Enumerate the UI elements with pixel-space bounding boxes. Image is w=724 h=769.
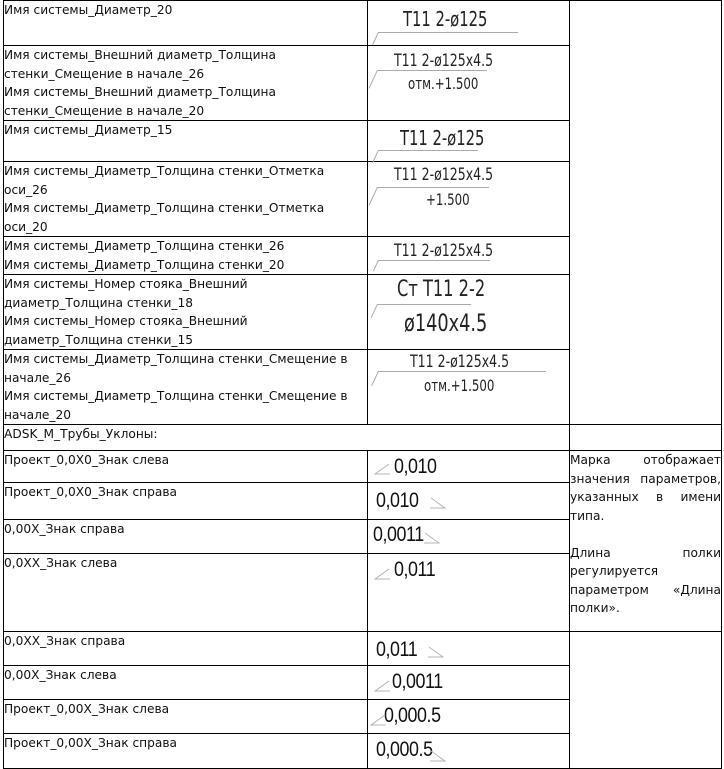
type-name-cell [4,46,368,121]
type-name-line: Имя системы_Внешний диаметр_Толщина [4,85,276,99]
tag-preview-cell [368,46,570,121]
section-header-row [4,425,722,451]
slope-type-name: Проект_0,00X_Знак слева [4,700,368,734]
slope-tag-preview [368,632,569,664]
slope-type-name: 0,00X_Знак справа [4,520,368,554]
slope-preview-cell [368,700,570,734]
slope-value: 0,0011 [373,523,424,546]
section-header: ADSK_M_Трубы_Уклоны: [4,425,570,451]
slope-value: 0,0011 [392,670,443,693]
slope-sign-left-icon [370,714,386,726]
type-name-line: оси_20 [4,219,48,234]
pipe-tag-preview [368,350,569,422]
slope-sign-left-icon [374,680,390,692]
type-name-cell [4,237,368,275]
tag-shelf-line [378,150,478,151]
pipe-tag-row [4,1,722,46]
tag-shelf-line [378,371,546,372]
tag-shelf-line [377,187,489,188]
pipe-tag-preview [368,46,569,118]
slope-type-name: 0,0XX_Знак слева [4,554,368,632]
slope-type-name: Проект_0,0X0_Знак слева [4,451,368,483]
type-name-cell [4,1,368,46]
type-name-line: Имя системы_Диаметр_15 [4,123,173,137]
type-name-line: диаметр_Толщина стенки_15 [4,332,193,347]
type-name-line: Имя системы_Диаметр_Толщина стенки_Отметка [4,164,325,178]
slope-value: 0,000.5 [384,704,441,727]
type-name-line: начале_20 [4,407,71,422]
slope-sign-right-icon [430,497,446,509]
type-name-line: стенки_Смещение в начале_26 [4,66,205,81]
slope-tag-row [4,632,722,666]
tag-preview-cell [368,162,570,237]
type-name-line: Имя системы_Диаметр_20 [4,3,173,17]
type-name-line: диаметр_Толщина стенки_18 [4,295,193,310]
description-paragraph-1: Марка отображает значения параметров, указанных в имени типа. [570,453,721,523]
pipe-tag-preview [368,237,569,272]
tag-leader-line [369,187,378,206]
tag-line-2: +1.500 [426,190,470,209]
notes-cell-empty [570,1,722,425]
slope-value: 0,011 [376,638,418,661]
slope-type-name: 0,0XX_Знак справа [4,632,368,666]
pipe-tag-preview [368,1,569,44]
slope-tag-preview [368,700,569,732]
type-name-line: Имя системы_Номер стояка_Внешний [4,314,248,328]
type-name-line: Имя системы_Диаметр_Толщина стенки_Отметка [4,201,325,215]
tag-types-table [3,0,722,769]
type-name-line: Имя системы_Диаметр_Толщина стенки_Смещение в [4,352,348,366]
tag-line-2: отм.+1.500 [408,74,479,93]
type-name-cell [4,121,368,162]
slope-sign-right-icon [428,646,444,658]
tag-line-1: T11 2-ø125 [400,126,485,150]
description-paragraph-2: Длина полки регулируется параметром «Длина полки». [570,545,721,615]
tag-line-1: T11 2-ø125x4.5 [394,165,494,185]
tag-leader-line [371,371,379,386]
slope-sign-right-icon [430,750,446,762]
tag-line-2: ø140x4.5 [404,309,488,337]
type-name-line: Имя системы_Диаметр_Толщина стенки_26 [4,239,285,253]
type-name-line: Имя системы_Диаметр_Толщина стенки_Смещение в [4,389,348,403]
tag-leader-line [373,260,379,271]
slope-value: 0,011 [394,558,436,581]
slope-type-name: Проект_0,0X0_Знак справа [4,483,368,520]
tag-line-1: T11 2-ø125x4.5 [394,241,494,261]
tag-preview-cell [368,350,570,425]
slope-preview-cell [368,554,570,632]
slope-tag-preview [368,451,569,481]
slope-type-name: Проект_0,00X_Знак справа [4,734,368,769]
type-name-line: оси_26 [4,182,48,197]
tag-preview-cell [368,275,570,350]
type-name-cell [4,275,368,350]
slope-value: 0,010 [376,489,419,512]
tag-preview-cell [368,237,570,275]
type-name-line: начале_26 [4,370,71,385]
slope-preview-cell [368,483,570,520]
description-cell [570,451,722,632]
slope-value: 0,010 [394,455,437,478]
tag-preview-cell [368,121,570,162]
notes-cell-empty-bottom [570,632,722,769]
slope-sign-left-icon [374,568,390,580]
type-name-line: Имя системы_Номер стояка_Внешний [4,277,248,291]
type-name-cell [4,162,368,237]
tag-preview-cell [368,1,570,46]
slope-tag-preview [368,734,569,767]
slope-sign-left-icon [374,463,390,475]
pipe-tag-preview [368,121,569,160]
tag-line-1: T11 2-ø125x4.5 [410,352,510,372]
tag-shelf-line [377,70,487,71]
slope-preview-cell [368,520,570,554]
type-name-line: Имя системы_Диаметр_Толщина стенки_20 [4,257,285,272]
tag-shelf-line [378,260,490,261]
slope-tag-preview [368,520,569,552]
tag-line-1: Ст T11 2-2 [397,277,486,302]
tag-leader-line [371,304,378,318]
tag-shelf-line [378,32,518,33]
slope-sign-right-icon [424,532,440,544]
tag-leader-line [372,32,379,45]
tag-line-2: отм.+1.500 [424,376,495,395]
type-name-cell [4,350,368,425]
slope-tag-preview [368,483,569,518]
slope-tag-preview [368,666,569,698]
slope-preview-cell [368,632,570,666]
slope-preview-cell [368,734,570,769]
slope-tag-preview [368,554,569,630]
tag-line-1: T11 2-ø125x4.5 [394,51,494,71]
slope-preview-cell [368,451,570,483]
slope-tag-row [4,451,722,483]
tag-shelf-line [377,304,471,305]
pipe-tag-preview [368,162,569,235]
type-name-line: стенки_Смещение в начале_20 [4,103,205,118]
slope-preview-cell [368,666,570,700]
tag-leader-line [369,70,378,89]
slope-type-name: 0,00X_Знак слева [4,666,368,700]
pipe-tag-preview [368,275,569,346]
slope-value: 0,000.5 [376,738,433,761]
type-name-line: Имя системы_Внешний диаметр_Толщина [4,48,276,62]
tag-line-1: T11 2-ø125 [403,7,488,31]
section-header-notes-empty [570,425,722,451]
